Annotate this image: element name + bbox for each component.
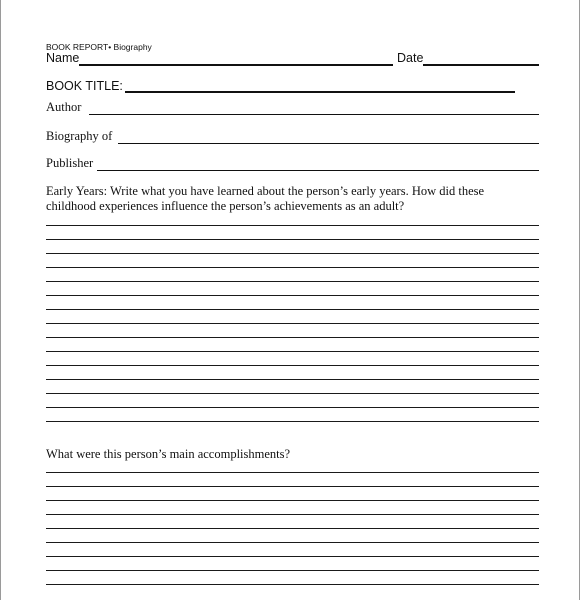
doc-label: BOOK REPORT• Biography	[46, 42, 152, 52]
early-years-question-line1: Early Years: Write what you have learned about the person’s early years. How did these	[46, 184, 485, 198]
publisher-field[interactable]	[97, 170, 539, 171]
answer-line[interactable]	[46, 407, 539, 408]
answer-line[interactable]	[46, 323, 539, 324]
name-label: Name	[46, 51, 80, 65]
answer-line[interactable]	[46, 514, 539, 515]
biography-of-field[interactable]	[118, 143, 539, 144]
answer-line[interactable]	[46, 295, 539, 296]
publisher-label: Publisher	[46, 156, 94, 170]
accomplishments-question: What were this person’s main accomplishments?	[46, 447, 291, 461]
answer-line[interactable]	[46, 309, 539, 310]
answer-line[interactable]	[46, 225, 539, 226]
answer-line[interactable]	[46, 239, 539, 240]
answer-line[interactable]	[46, 584, 539, 585]
name-field[interactable]	[79, 64, 393, 66]
author-label: Author	[46, 100, 82, 114]
answer-line[interactable]	[46, 379, 539, 380]
answer-line[interactable]	[46, 281, 539, 282]
book-title-field[interactable]	[125, 91, 515, 93]
answer-line[interactable]	[46, 570, 539, 571]
answer-line[interactable]	[46, 267, 539, 268]
author-field[interactable]	[89, 114, 539, 115]
answer-line[interactable]	[46, 472, 539, 473]
answer-line[interactable]	[46, 542, 539, 543]
early-years-question-line2: childhood experiences influence the person’s achievements as an adult?	[46, 199, 405, 213]
answer-line[interactable]	[46, 421, 539, 422]
date-label: Date	[397, 51, 424, 65]
answer-line[interactable]	[46, 393, 539, 394]
biography-of-label: Biography of	[46, 129, 113, 143]
answer-line[interactable]	[46, 500, 539, 501]
answer-line[interactable]	[46, 556, 539, 557]
answer-line[interactable]	[46, 337, 539, 338]
answer-line[interactable]	[46, 253, 539, 254]
date-field[interactable]	[423, 64, 539, 66]
answer-line[interactable]	[46, 528, 539, 529]
answer-line[interactable]	[46, 486, 539, 487]
answer-line[interactable]	[46, 365, 539, 366]
book-title-label: BOOK TITLE:	[46, 79, 123, 93]
answer-line[interactable]	[46, 351, 539, 352]
